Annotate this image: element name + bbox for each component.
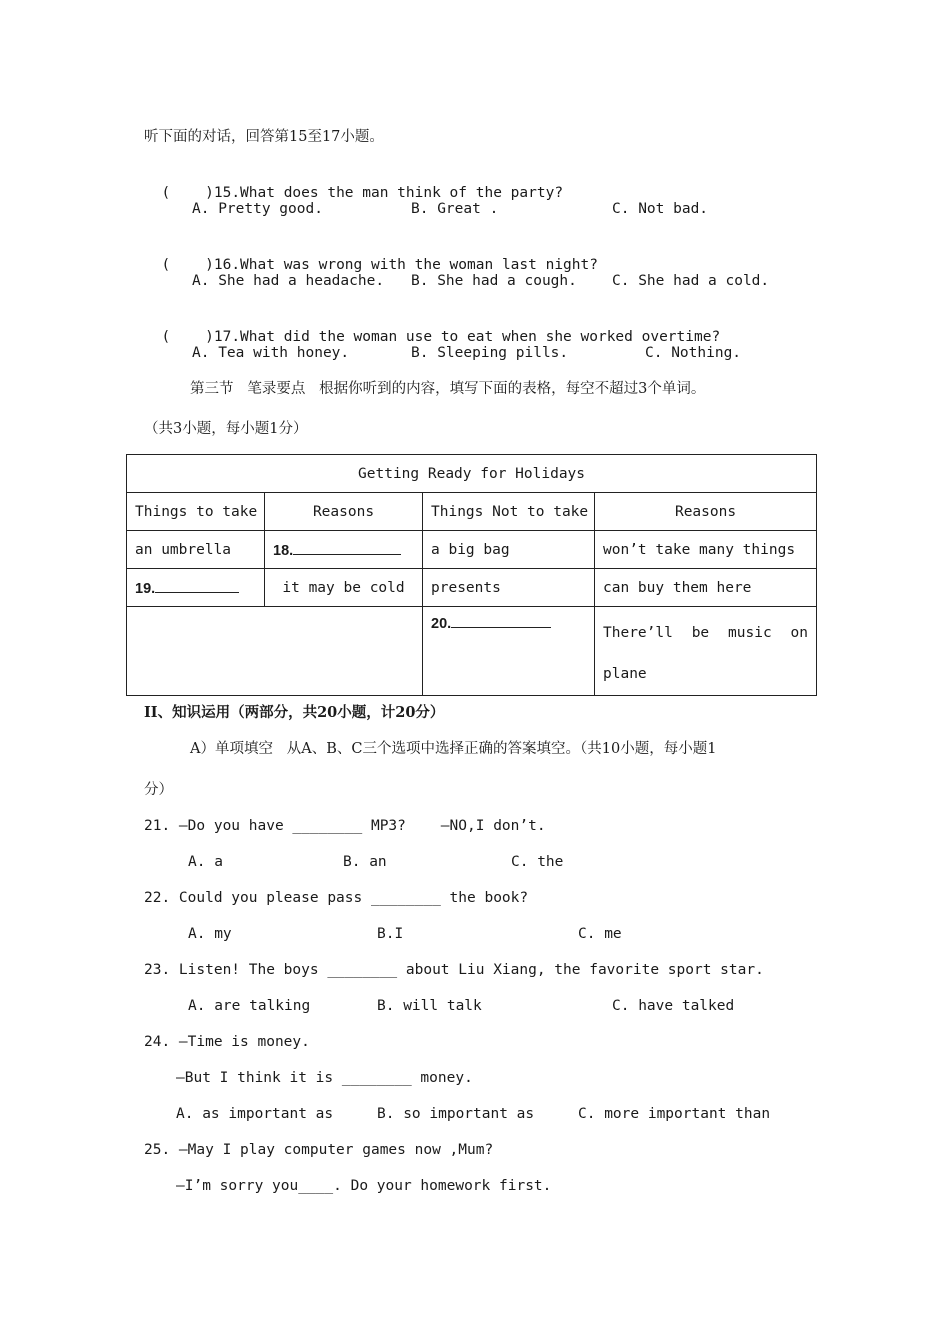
option-22-a[interactable]: A. my: [188, 926, 232, 942]
answer-blank-20[interactable]: [451, 613, 551, 628]
part2-heading: II、知识运用（两部分，共20小题，计20分）: [144, 704, 445, 721]
question-text: 17.What did the woman use to eat when she worked overtime?: [213, 329, 721, 345]
option-23-b[interactable]: B. will talk: [377, 998, 482, 1014]
cell-big-bag: a big bag: [423, 531, 595, 569]
question-16: [144, 235, 598, 275]
header-things-to-take: Things to take: [127, 493, 265, 531]
notes-table: [126, 454, 817, 696]
option-17-c[interactable]: C. Nothing.: [645, 345, 742, 361]
option-23-a[interactable]: A. are talking: [188, 998, 311, 1014]
question-text: 15.What does the man think of the party?: [213, 185, 564, 201]
listening-intro: 听下面的对话，回答第15至17小题。: [144, 129, 384, 145]
blank-number: 20.: [431, 616, 452, 632]
word: be: [691, 625, 710, 641]
header-things-not-to-take: Things Not to take: [423, 493, 595, 531]
word: music: [728, 625, 772, 641]
question-24-line2: —But I think it is ________ money.: [176, 1070, 473, 1086]
part2-instruction: A）单项填空 从A、B、C三个选项中选择正确的答案填空。（共10小题，每小题1: [190, 741, 717, 757]
cell-umbrella: an umbrella: [127, 531, 265, 569]
answer-paren[interactable]: ( ): [161, 185, 214, 201]
option-23-c[interactable]: C. have talked: [612, 998, 735, 1014]
section3-note: （共3小题，每小题1分）: [144, 421, 308, 437]
answer-paren[interactable]: ( ): [161, 257, 214, 273]
option-17-b[interactable]: B. Sleeping pills.: [411, 345, 569, 361]
question-23: 23. Listen! The boys ________ about Liu Xiang, the favorite sport star.: [144, 962, 764, 978]
option-15-c[interactable]: C. Not bad.: [612, 201, 709, 217]
option-15-b[interactable]: B. Great .: [411, 201, 499, 217]
option-24-b[interactable]: B. so important as: [377, 1106, 535, 1122]
blank-number: 19.: [135, 581, 156, 597]
option-16-c[interactable]: C. She had a cold.: [612, 273, 770, 289]
word: on: [790, 625, 809, 641]
answer-paren[interactable]: ( ): [161, 329, 214, 345]
word: There’ll: [603, 625, 673, 641]
cell-blank-19[interactable]: [127, 569, 265, 607]
option-21-c[interactable]: C. the: [511, 854, 564, 870]
option-16-a[interactable]: A. She had a headache.: [192, 273, 385, 289]
part2-instruction-cont: 分）: [144, 782, 173, 798]
cell-blank-18[interactable]: [265, 531, 423, 569]
answer-blank-18[interactable]: [293, 540, 401, 555]
option-24-c[interactable]: C. more important than: [578, 1106, 771, 1122]
question-22: 22. Could you please pass ________ the book?: [144, 890, 529, 906]
question-21: 21. —Do you have ________ MP3? —NO,I don’t.: [144, 818, 546, 834]
option-15-a[interactable]: A. Pretty good.: [192, 201, 323, 217]
option-16-b[interactable]: B. She had a cough.: [411, 273, 577, 289]
question-24: 24. —Time is money.: [144, 1034, 310, 1050]
cell-presents: presents: [423, 569, 595, 607]
option-22-b[interactable]: B.I: [377, 926, 404, 942]
question-25: 25. —May I play computer games now ,Mum?: [144, 1142, 494, 1158]
header-reasons-2: Reasons: [595, 493, 817, 531]
section3-title: 第三节 笔录要点 根据你听到的内容，填写下面的表格，每空不超过3个单词。: [190, 381, 706, 397]
blank-number: 18.: [273, 543, 294, 559]
cell-reason-buy-here: can buy them here: [595, 569, 817, 607]
cell-empty: [127, 607, 423, 696]
option-17-a[interactable]: A. Tea with honey.: [192, 345, 350, 361]
cell-blank-20[interactable]: [423, 607, 595, 696]
reason-music-line-2: plane: [603, 666, 647, 682]
option-21-a[interactable]: A. a: [188, 854, 223, 870]
option-24-a[interactable]: A. as important as: [176, 1106, 334, 1122]
option-21-b[interactable]: B. an: [343, 854, 387, 870]
reason-music-line: [603, 613, 808, 654]
question-25-line2: —I’m sorry you____. Do your homework first.: [176, 1178, 552, 1194]
question-text: 16.What was wrong with the woman last night?: [213, 257, 598, 273]
cell-reason-music: [595, 607, 817, 696]
cell-reason-many-things: won’t take many things: [595, 531, 817, 569]
option-22-c[interactable]: C. me: [578, 926, 622, 942]
cell-reason-cold: it may be cold: [265, 569, 423, 607]
header-reasons-1: Reasons: [265, 493, 423, 531]
question-17: [144, 307, 720, 347]
question-15: [144, 163, 563, 203]
answer-blank-19[interactable]: [155, 578, 239, 593]
table-title: Getting Ready for Holidays: [127, 455, 817, 493]
